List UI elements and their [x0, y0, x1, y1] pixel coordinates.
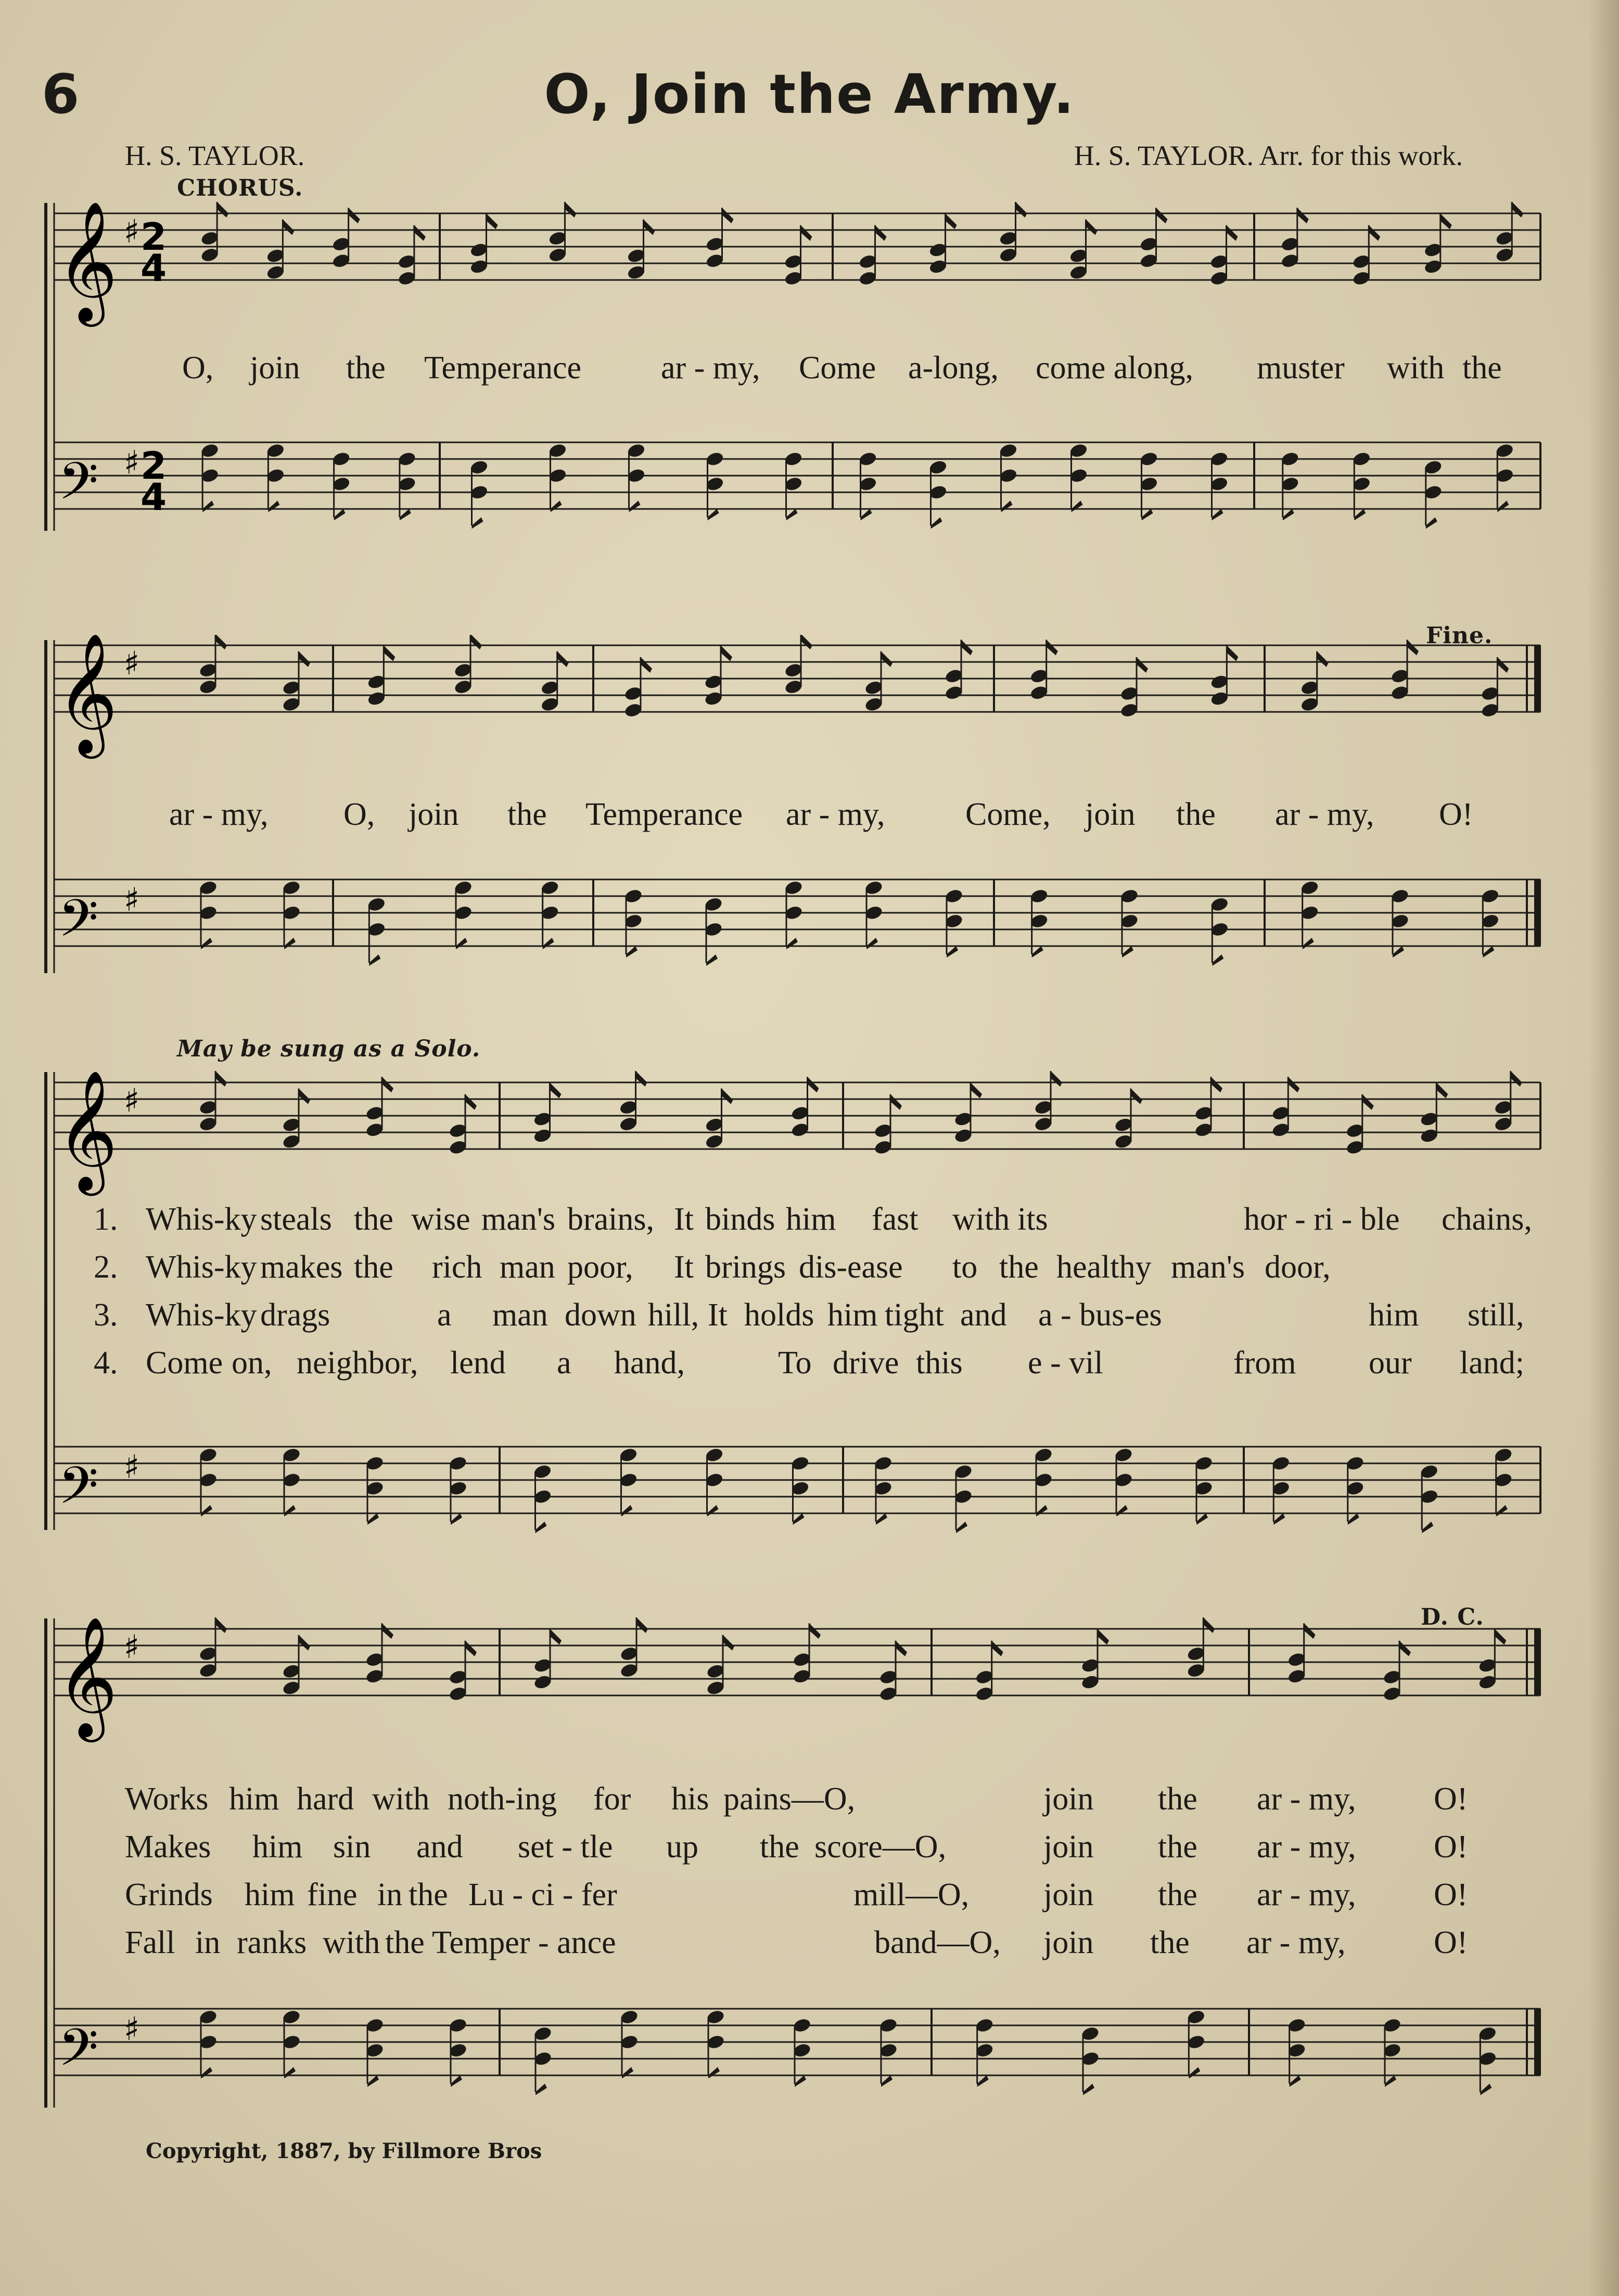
note-flag: [536, 1522, 547, 1533]
lyric-word: brings: [705, 1249, 786, 1285]
note-flag: [1393, 946, 1404, 958]
lyric-word: a-long,: [908, 350, 999, 386]
lyric-word: man: [492, 1297, 548, 1333]
lyric-word: man's: [1171, 1249, 1245, 1285]
verse-number: 4.: [94, 1345, 118, 1381]
note-flag: [1227, 645, 1238, 661]
note-flag: [1440, 213, 1452, 229]
lyric-word: e - vil: [1028, 1345, 1103, 1381]
note-flag: [284, 1505, 296, 1516]
lyric-word: ranks: [237, 1925, 307, 1960]
note-flag: [708, 509, 719, 520]
sharp-icon: ♯: [124, 1081, 140, 1119]
note-flag: [881, 652, 893, 667]
lyric-word: neighbor,: [297, 1345, 418, 1381]
lyric-word: Come: [146, 1345, 223, 1381]
note-flag: [644, 220, 655, 235]
note-flag: [1297, 208, 1309, 223]
note-flag: [201, 938, 212, 949]
note-flag: [946, 213, 957, 229]
chorus-marking: CHORUS.: [177, 175, 303, 201]
lyric-word: Whis-ky: [146, 1202, 257, 1237]
note-flag: [284, 2067, 296, 2078]
copyright-notice: Copyright, 1887, by Fillmore Bros: [146, 2139, 542, 2163]
lyric-word: a - bus-es: [1038, 1297, 1162, 1333]
note-flag: [1496, 1505, 1508, 1516]
note-flag: [1156, 208, 1168, 223]
note-flag: [215, 635, 227, 649]
lyric-word: It: [674, 1202, 694, 1237]
lyric-word: drive: [833, 1345, 899, 1381]
lyric-word: Temperance: [424, 350, 582, 386]
lyric-word: O!: [1434, 1877, 1468, 1912]
note-flag: [890, 1094, 902, 1110]
verse-number: 3.: [94, 1297, 118, 1333]
note-flag: [641, 657, 652, 673]
lyric-word: join: [1043, 1877, 1094, 1912]
lyric-word: in: [377, 1877, 403, 1912]
lyric-word: ar - my,: [1257, 1829, 1356, 1865]
system-bracket: [46, 1618, 54, 2108]
note-flag: [971, 1082, 982, 1098]
lyric-word: O,: [343, 797, 375, 832]
note-flag: [1098, 1629, 1109, 1644]
note-flag: [636, 1071, 647, 1087]
lyric-word: drags: [260, 1297, 330, 1333]
lyric-word: door,: [1265, 1249, 1331, 1285]
note-flag: [1317, 652, 1329, 667]
lyric-word: with: [1387, 350, 1445, 386]
note-flag: [1072, 501, 1083, 512]
note-flag: [1047, 640, 1058, 655]
note-flag: [722, 1089, 733, 1104]
lyric-word: join: [250, 350, 300, 386]
note-flag: [1083, 2084, 1094, 2095]
note-flag: [536, 2084, 547, 2095]
lyric-word: its: [1017, 1202, 1048, 1237]
lyric-word: poor,: [567, 1249, 633, 1285]
note-flag: [215, 1617, 227, 1633]
lyric-word: the: [354, 1249, 393, 1285]
bass-staff: [54, 1447, 1540, 1513]
lyric-word: Whis-ky: [146, 1297, 257, 1333]
note-flag: [1422, 1522, 1433, 1533]
lyric-word: this: [916, 1345, 963, 1381]
note-flag: [723, 1635, 734, 1651]
lyric-word: the: [354, 1202, 393, 1237]
note-flag: [1495, 1629, 1506, 1644]
note-flag: [565, 202, 577, 218]
bass-clef-icon: 𝄢: [58, 2018, 99, 2090]
note-flag: [1001, 501, 1013, 512]
lyric-word: with: [323, 1925, 380, 1960]
lyric-word: O!: [1434, 1781, 1468, 1817]
lyric-word: makes: [260, 1249, 343, 1285]
treble-clef-icon: 𝄞: [56, 1069, 118, 1191]
note-flag: [451, 2075, 462, 2087]
note-flag: [299, 1635, 310, 1651]
note-flag: [861, 509, 872, 520]
lyric-word: ar - my,: [1257, 1877, 1356, 1912]
lyric-word: Grinds: [125, 1877, 213, 1912]
note-flag: [334, 509, 346, 520]
note-flag: [947, 946, 958, 958]
note-flag: [1203, 1617, 1215, 1633]
lyric-word: ar - my,: [1257, 1781, 1356, 1817]
lyric-word: tight: [885, 1297, 944, 1333]
bass-staff: [54, 2009, 1540, 2075]
music-system-4: [0, 1613, 1619, 2113]
note-flag: [1511, 1071, 1522, 1087]
lyric-word: on,: [232, 1345, 272, 1381]
lyric-word: Whis-ky: [146, 1249, 257, 1285]
note-flag: [215, 1071, 227, 1087]
note-flag: [382, 1623, 393, 1639]
lyric-word: the: [1176, 797, 1216, 832]
note-flag: [961, 640, 973, 655]
note-flag: [382, 1077, 393, 1092]
sharp-icon: ♯: [124, 2010, 140, 2048]
note-flag: [414, 225, 426, 241]
note-flag: [1086, 220, 1098, 235]
lyric-word: the: [346, 350, 386, 386]
solo-marking: May be sung as a Solo.: [177, 1036, 481, 1062]
note-flag: [1399, 1641, 1411, 1656]
verse-number: 2.: [94, 1249, 118, 1285]
lyric-word: a: [437, 1297, 452, 1333]
note-flag: [1036, 1505, 1048, 1516]
lyric-word: Temper - ance: [432, 1925, 616, 1960]
lyric-word: from: [1233, 1345, 1296, 1381]
note-flag: [1122, 946, 1133, 958]
lyric-word: land;: [1460, 1345, 1524, 1381]
lyric-word: with: [372, 1781, 430, 1817]
note-flag: [543, 938, 554, 949]
note-flag: [1196, 1513, 1208, 1525]
lyric-word: ar - my,: [169, 797, 269, 832]
page-title: O, Join the Army.: [544, 62, 1075, 126]
lyric-word: brains,: [567, 1202, 655, 1237]
lyric-word: with: [952, 1202, 1010, 1237]
lyric-word: join: [1043, 1829, 1094, 1865]
lyric-word: O!: [1434, 1829, 1468, 1865]
page-number: 6: [42, 62, 80, 126]
note-flag: [456, 938, 467, 949]
note-flag: [1288, 1077, 1299, 1092]
note-flag: [1354, 509, 1366, 520]
lyric-word: our: [1369, 1345, 1412, 1381]
lyric-word: mill—O,: [853, 1877, 970, 1912]
lyric-word: the: [1158, 1877, 1197, 1912]
note-flag: [1189, 2067, 1200, 2078]
note-flag: [721, 645, 732, 661]
note-flag: [786, 938, 798, 949]
lyric-word: steals: [260, 1202, 332, 1237]
note-flag: [557, 652, 569, 667]
lyric-word: Come: [799, 350, 876, 386]
bass-clef-icon: 𝄢: [58, 452, 99, 524]
note-flag: [896, 1641, 907, 1656]
note-flag: [801, 635, 812, 649]
dc-marking: D. C.: [1421, 1604, 1484, 1630]
treble-clef-icon: 𝄞: [56, 1616, 118, 1737]
lyric-word: pains—O,: [723, 1781, 856, 1817]
note-flag: [808, 1077, 819, 1092]
note-flag: [708, 2067, 720, 2078]
lyric-word: him: [252, 1829, 303, 1865]
note-flag: [487, 213, 498, 229]
lyric-word: fine: [307, 1877, 358, 1912]
chorus-lyric-line-2: [0, 796, 1619, 838]
lyric-word: the: [1462, 350, 1502, 386]
lyric-word: Temperance: [585, 797, 743, 832]
lyric-word: Fall: [125, 1925, 175, 1960]
note-flag: [1116, 1505, 1128, 1516]
note-flag: [201, 1505, 212, 1516]
lyric-word: to: [952, 1249, 978, 1285]
note-flag: [268, 501, 279, 512]
lyric-word: band—O,: [874, 1925, 1001, 1960]
note-flag: [550, 1629, 562, 1644]
words-credit: H. S. TAYLOR.: [125, 140, 305, 171]
note-flag: [706, 954, 718, 966]
lyric-word: binds: [705, 1202, 775, 1237]
note-flag: [551, 501, 562, 512]
note-flag: [622, 2067, 633, 2078]
note-flag: [866, 938, 878, 949]
lyric-word: Works: [125, 1781, 209, 1817]
note-flag: [1407, 640, 1419, 655]
note-flag: [1016, 202, 1027, 218]
note-flag: [636, 1617, 648, 1633]
sharp-icon: ♯: [124, 212, 140, 250]
note-flag: [881, 2075, 893, 2087]
lyric-word: noth-ing: [448, 1781, 557, 1817]
note-flag: [992, 1641, 1003, 1656]
note-flag: [201, 2067, 212, 2078]
lyric-word: him: [245, 1877, 295, 1912]
note-flag: [284, 938, 296, 949]
note-flag: [299, 1089, 310, 1104]
note-flag: [1290, 2075, 1301, 2087]
note-flag: [876, 1513, 887, 1525]
lyric-word: him: [786, 1202, 836, 1237]
sharp-icon: ♯: [124, 1448, 140, 1486]
note-flag: [1369, 225, 1380, 241]
note-flag: [801, 225, 812, 241]
lyric-word: hor - ri - ble: [1244, 1202, 1400, 1237]
lyric-word: him: [1369, 1297, 1419, 1333]
lyric-word: for: [593, 1781, 631, 1817]
lyric-word: the: [385, 1925, 425, 1960]
note-flag: [400, 509, 411, 520]
note-flag: [299, 652, 310, 667]
note-flag: [1137, 657, 1148, 673]
note-flag: [1436, 1082, 1448, 1098]
note-flag: [1227, 225, 1238, 241]
lyric-word: join: [1085, 797, 1136, 832]
lyric-word: score—O,: [814, 1829, 947, 1865]
note-flag: [722, 208, 734, 223]
lyric-word: still,: [1468, 1297, 1524, 1333]
note-flag: [1497, 657, 1509, 673]
note-flag: [793, 1513, 805, 1525]
lyric-word: It: [674, 1249, 694, 1285]
note-flag: [1512, 202, 1523, 218]
note-flag: [1211, 1077, 1222, 1092]
note-flag: [1283, 509, 1294, 520]
note-flag: [367, 1513, 379, 1525]
lyric-word: ar - my,: [1275, 797, 1374, 832]
note-flag: [626, 946, 638, 958]
chorus-lyric-line-1: [0, 350, 1619, 391]
lyric-word: ar - my,: [661, 350, 760, 386]
note-flag: [1131, 1089, 1142, 1104]
lyric-word: come along,: [1036, 350, 1194, 386]
lyric-word: chains,: [1442, 1202, 1532, 1237]
note-flag: [349, 208, 360, 223]
lyric-word: ar - my,: [786, 797, 885, 832]
note-flag: [472, 517, 483, 529]
note-flag: [550, 1082, 562, 1098]
note-flag: [470, 635, 482, 649]
note-flag: [217, 202, 228, 218]
lyric-word: his: [671, 1781, 709, 1817]
note-flag: [369, 954, 380, 966]
note-flag: [465, 1094, 477, 1110]
lyric-word: hill,: [648, 1297, 699, 1333]
lyric-word: hand,: [614, 1345, 685, 1381]
lyric-word: muster: [1257, 350, 1345, 386]
lyric-word: O,: [182, 350, 214, 386]
lyric-word: man: [500, 1249, 555, 1285]
lyric-word: join: [1043, 1925, 1094, 1960]
note-flag: [931, 517, 942, 529]
fine-marking: Fine.: [1426, 622, 1493, 649]
lyric-word: holds: [744, 1297, 814, 1333]
lyric-word: fast: [872, 1202, 919, 1237]
note-flag: [451, 1513, 462, 1525]
lyric-word: Lu - ci - fer: [468, 1877, 617, 1912]
lyric-word: O!: [1439, 797, 1473, 832]
lyric-word: the: [1150, 1925, 1190, 1960]
time-sig-bottom: 4: [141, 246, 167, 290]
note-flag: [977, 2075, 989, 2087]
note-flag: [786, 509, 798, 520]
note-flag: [1212, 954, 1223, 966]
note-flag: [367, 2075, 379, 2087]
note-flag: [809, 1623, 821, 1639]
lyric-word: man's: [481, 1202, 556, 1237]
lyric-word: It: [708, 1297, 728, 1333]
note-flag: [875, 225, 887, 241]
note-flag: [465, 1641, 477, 1656]
lyric-word: in: [195, 1925, 221, 1960]
treble-clef-icon: 𝄞: [56, 200, 118, 322]
lyric-word: ar - my,: [1246, 1925, 1346, 1960]
lyric-word: Come,: [965, 797, 1051, 832]
lyric-word: and: [960, 1297, 1007, 1333]
lyric-word: and: [416, 1829, 463, 1865]
lyric-word: him: [827, 1297, 878, 1333]
note-flag: [384, 645, 395, 661]
lyric-word: the: [1158, 1781, 1197, 1817]
lyric-word: join: [409, 797, 459, 832]
verse-number: 1.: [94, 1202, 118, 1237]
note-flag: [1212, 509, 1223, 520]
time-sig-bottom: 4: [141, 475, 167, 519]
lyric-word: dis-ease: [799, 1249, 903, 1285]
system-bracket: [46, 1072, 54, 1530]
note-flag: [1303, 938, 1314, 949]
lyric-word: join: [1043, 1781, 1094, 1817]
note-flag: [1497, 501, 1509, 512]
note-flag: [1426, 517, 1437, 529]
lyric-word: healthy: [1056, 1249, 1152, 1285]
bass-clef-icon: 𝄢: [58, 889, 99, 961]
lyric-word: down: [565, 1297, 636, 1333]
note-flag: [1362, 1094, 1374, 1110]
lyric-word: up: [666, 1829, 698, 1865]
note-flag: [1480, 2084, 1491, 2095]
treble-clef-icon: 𝄞: [56, 635, 118, 754]
lyric-word: him: [229, 1781, 279, 1817]
music-credit: H. S. TAYLOR. Arr. for this work.: [1074, 140, 1463, 171]
note-flag: [1142, 509, 1153, 520]
sharp-icon: ♯: [124, 644, 140, 682]
bass-clef-icon: 𝄢: [58, 1456, 99, 1528]
lyric-word: To: [778, 1345, 812, 1381]
sharp-icon: ♯: [124, 443, 140, 481]
lyric-word: set - tle: [518, 1829, 613, 1865]
lyric-word: a: [557, 1345, 571, 1381]
note-flag: [621, 1505, 633, 1516]
note-flag: [795, 2075, 806, 2087]
lyric-word: wise: [411, 1202, 470, 1237]
note-flag: [1483, 946, 1494, 958]
lyric-word: O!: [1434, 1925, 1468, 1960]
time-sig-top: 2: [141, 444, 167, 488]
sharp-icon: ♯: [124, 881, 140, 919]
note-flag: [202, 501, 214, 512]
sharp-icon: ♯: [124, 1628, 140, 1666]
note-flag: [707, 1505, 719, 1516]
lyric-word: hard: [297, 1781, 354, 1817]
time-sig-top: 2: [141, 215, 167, 259]
note-flag: [1032, 946, 1043, 958]
note-flag: [956, 1522, 967, 1533]
lyric-word: the: [760, 1829, 799, 1865]
note-flag: [1385, 2075, 1396, 2087]
note-flag: [283, 220, 294, 235]
lyric-word: rich: [432, 1249, 482, 1285]
lyric-word: lend: [450, 1345, 506, 1381]
lyric-word: sin: [333, 1829, 371, 1865]
lyric-word: the: [507, 797, 547, 832]
note-flag: [1051, 1071, 1062, 1087]
lyric-word: the: [409, 1877, 448, 1912]
lyric-word: the: [999, 1249, 1039, 1285]
note-flag: [1348, 1513, 1359, 1525]
note-flag: [1273, 1513, 1285, 1525]
note-flag: [629, 501, 641, 512]
note-flag: [1304, 1623, 1316, 1639]
lyric-word: Makes: [125, 1829, 211, 1865]
lyric-word: the: [1158, 1829, 1197, 1865]
